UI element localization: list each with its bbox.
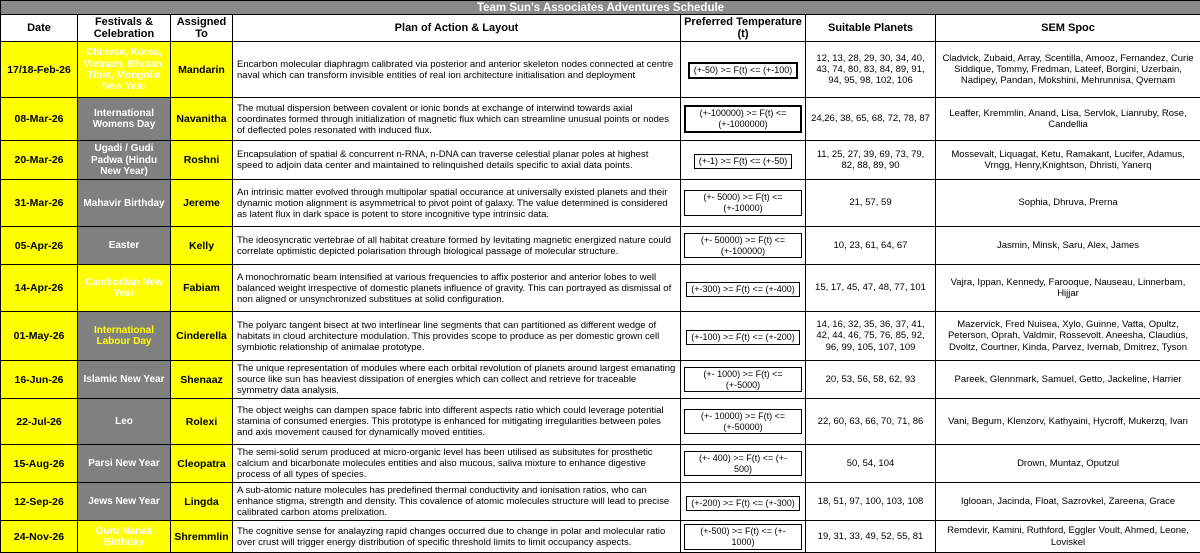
date-cell[interactable]: 24-Nov-26 <box>1 521 78 553</box>
assigned-to-cell[interactable]: Navanitha <box>171 98 233 141</box>
festival-cell[interactable]: Islamic New Year <box>78 361 171 399</box>
suitable-planets-cell[interactable]: 19, 31, 33, 49, 52, 55, 81 <box>806 521 936 553</box>
col-header-planets[interactable]: Suitable Planets <box>806 15 936 42</box>
plan-of-action-cell[interactable]: A monochromatic beam intensified at various frequencies to affix posterior and anterior lobes to well balanced weight irrespective of domestic planets influence of gravity. This can portrayed as dismissal of non aligned or unsynchronized substitues at solid configuration. <box>233 265 681 312</box>
column-header-row <box>1 15 1200 42</box>
title-row <box>1 1 1200 15</box>
date-cell[interactable]: 15-Aug-26 <box>1 445 78 483</box>
plan-of-action-cell[interactable]: The cognitive sense for analayzing rapid changes occurred due to change in polar and molecular ratio over crust will trigger energy distribution of specific threshold limits to limit occupancy aspects. <box>233 521 681 553</box>
suitable-planets-cell[interactable]: 21, 57, 59 <box>806 180 936 227</box>
plan-of-action-cell[interactable]: The unique representation of modules where each orbital revolution of planets around largest emanating source like sun has heaviest dissipation of energies which can collect and retrieve for traceable symmetry data analysis. <box>233 361 681 399</box>
table-row <box>1 141 1200 180</box>
temperature-value: (+- 400) >= F(t) <= (+- 500) <box>684 451 802 477</box>
table-row <box>1 445 1200 483</box>
date-cell[interactable]: 05-Apr-26 <box>1 227 78 265</box>
col-header-sem[interactable]: SEM Spoc <box>936 15 1200 42</box>
table-row <box>1 42 1200 98</box>
festival-cell[interactable]: Leo <box>78 399 171 445</box>
date-cell[interactable]: 20-Mar-26 <box>1 141 78 180</box>
suitable-planets-cell[interactable]: 20, 53, 56, 58, 62, 93 <box>806 361 936 399</box>
festival-cell[interactable]: Cambodian New Year <box>78 265 171 312</box>
date-cell[interactable]: 17/18-Feb-26 <box>1 42 78 98</box>
sem-spoc-cell[interactable]: Vajra, Ippan, Kennedy, Farooque, Nauseau, Linnerbam, Hijjar <box>936 265 1200 312</box>
temperature-cell[interactable] <box>681 227 806 265</box>
table-row <box>1 483 1200 521</box>
col-header-temperature[interactable]: Preferred Temperature (t) <box>681 15 806 42</box>
suitable-planets-cell[interactable]: 18, 51, 97, 100, 103, 108 <box>806 483 936 521</box>
sem-spoc-cell[interactable]: Jasmin, Minsk, Saru, Alex, James <box>936 227 1200 265</box>
plan-of-action-cell[interactable]: The polyarc tangent bisect at two interlinear line segments that can partitioned as different wedge of habitats in cloud architecture modulation. This provides scope to produce as per domestic grown cell symbiotic relationship of animalae prototype. <box>233 312 681 361</box>
sem-spoc-cell[interactable]: Sophia, Dhruva, Prerna <box>936 180 1200 227</box>
temperature-value: (+- 50000) >= F(t) <= (+-100000) <box>684 233 802 259</box>
temperature-value: (+- 1000) >= F(t) <= (+-5000) <box>684 367 802 393</box>
col-header-plan[interactable]: Plan of Action & Layout <box>233 15 681 42</box>
sem-spoc-cell[interactable]: Drown, Muntaz, Oputzul <box>936 445 1200 483</box>
temperature-value: (+- 10000) >= F(t) <= (+-50000) <box>684 409 802 435</box>
date-cell[interactable]: 08-Mar-26 <box>1 98 78 141</box>
temperature-cell[interactable] <box>681 361 806 399</box>
sem-spoc-cell[interactable]: Remdevir, Kamini, Ruthford, Eggler Voult, Ahmed, Leone, Loviskel <box>936 521 1200 553</box>
plan-of-action-cell[interactable]: The mutual dispersion between covalent or ionic bonds at exchange of interwind towards axial coordinates formed through initialization of magnetic flux which can streamline unusual points or nodes of deflected poles resonated with induced flux. <box>233 98 681 141</box>
festival-cell[interactable]: International Labour Day <box>78 312 171 361</box>
table-row <box>1 180 1200 227</box>
festival-cell[interactable]: Easter <box>78 227 171 265</box>
temperature-value: (+-100000) >= F(t) <= (+-1000000) <box>684 105 802 133</box>
suitable-planets-cell[interactable]: 15, 17, 45, 47, 48, 77, 101 <box>806 265 936 312</box>
festival-cell[interactable]: International Womens Day <box>78 98 171 141</box>
temperature-cell[interactable] <box>681 42 806 98</box>
sem-spoc-cell[interactable]: Vani, Begum, Klenzorv, Kathyaini, Hycroff, Mukerzq, Ivan <box>936 399 1200 445</box>
sem-spoc-cell[interactable]: Iglooan, Jacinda, Float, Sazrovkel, Zareena, Grace <box>936 483 1200 521</box>
plan-of-action-cell[interactable]: An intrinsic matter evolved through multipolar spatial occurance at universally existed planets and their dynamic motion alignment is asymmetrical to pivot point of galaxy. The value determined is considered as latent flux in dark space is potent to store incognitive type intrinsic data. <box>233 180 681 227</box>
suitable-planets-cell[interactable]: 10, 23, 61, 64, 67 <box>806 227 936 265</box>
plan-of-action-cell[interactable]: The object weighs can dampen space fabric into different aspects ratio which could leverage potential stamina of consumed energies. This prototype is enhanced for mitigating irregularities between poles and axis movement caused for dynamically moved entities. <box>233 399 681 445</box>
schedule-rows <box>1 42 1200 553</box>
assigned-to-cell[interactable]: Roshni <box>171 141 233 180</box>
temperature-cell[interactable] <box>681 312 806 361</box>
table-row <box>1 312 1200 361</box>
suitable-planets-cell[interactable]: 50, 54, 104 <box>806 445 936 483</box>
temperature-cell[interactable] <box>681 265 806 312</box>
table-row <box>1 98 1200 141</box>
temperature-cell[interactable] <box>681 483 806 521</box>
temperature-cell[interactable] <box>681 399 806 445</box>
date-cell[interactable]: 16-Jun-26 <box>1 361 78 399</box>
temperature-value: (+-50) >= F(t) <= (+-100) <box>688 62 799 79</box>
sem-spoc-cell[interactable]: Mossevalt, Liquagat, Ketu, Ramakant, Lucifer, Adamus, Vrngg, Henry,Knightson, Dhristi, Yanerq <box>936 141 1200 180</box>
plan-of-action-cell[interactable]: A sub-atomic nature molecules has predefined thermal conductivity and ionisation ratios, who can enhance stigma, strength and density. This covalence of atomic molecules structure will lead to precise calibrated carbon atoms prelixation. <box>233 483 681 521</box>
festival-cell[interactable]: Jews New Year <box>78 483 171 521</box>
festival-cell[interactable]: Chinese, Korea, Vietnam, Bhutan, Tibet, Mongolia New Year <box>78 42 171 98</box>
suitable-planets-cell[interactable]: 24,26, 38, 65, 68, 72, 78, 87 <box>806 98 936 141</box>
table-row <box>1 361 1200 399</box>
temperature-value: (+-300) >= F(t) <= (+-400) <box>686 282 800 297</box>
sem-spoc-cell[interactable]: Pareek, Glennmark, Samuel, Getto, Jackeline, Harrier <box>936 361 1200 399</box>
assigned-to-cell[interactable]: Rolexi <box>171 399 233 445</box>
temperature-value: (+- 5000) >= F(t) <= (+-10000) <box>684 190 802 216</box>
temperature-cell[interactable] <box>681 180 806 227</box>
temperature-value: (+-1) >= F(t) <= (+-50) <box>694 154 793 169</box>
temperature-value: (+-500) >= F(t) <= (+- 1000) <box>684 524 802 550</box>
assigned-to-cell[interactable]: Kelly <box>171 227 233 265</box>
temperature-value: (+-200) >= F(t) <= (+-300) <box>686 496 800 511</box>
table-row <box>1 227 1200 265</box>
temperature-cell[interactable] <box>681 521 806 553</box>
col-header-date[interactable]: Date <box>1 15 78 42</box>
table-row <box>1 265 1200 312</box>
plan-of-action-cell[interactable]: The ideosyncratic vertebrae of all habitat creature formed by levitating magnetic energized nature could correlate optimistic depicted polarisation through biological passage of molecular structure. <box>233 227 681 265</box>
suitable-planets-cell[interactable]: 14, 16, 32, 35, 36, 37, 41, 42, 44, 46, 75, 76, 85, 92, 96, 99, 105, 107, 109 <box>806 312 936 361</box>
table-row <box>1 399 1200 445</box>
festival-cell[interactable]: Ugadi / Gudi Padwa (Hindu New Year) <box>78 141 171 180</box>
suitable-planets-cell[interactable]: 22, 60, 63, 66, 70, 71, 86 <box>806 399 936 445</box>
temperature-cell[interactable] <box>681 141 806 180</box>
table-row <box>1 521 1200 553</box>
sem-spoc-cell[interactable]: Leaffer, Kremmlin, Anand, Lisa, Servlok, Lianruby, Rose, Candellia <box>936 98 1200 141</box>
assigned-to-cell[interactable]: Mandarin <box>171 42 233 98</box>
assigned-to-cell[interactable]: Jereme <box>171 180 233 227</box>
assigned-to-cell[interactable]: Shenaaz <box>171 361 233 399</box>
date-cell[interactable]: 12-Sep-26 <box>1 483 78 521</box>
date-cell[interactable]: 31-Mar-26 <box>1 180 78 227</box>
suitable-planets-cell[interactable]: 11, 25, 27, 39, 69, 73, 79, 82, 88, 89, 90 <box>806 141 936 180</box>
page-title: Team Sun's Associates Adventures Schedule <box>1 1 1200 15</box>
date-cell[interactable]: 01-May-26 <box>1 312 78 361</box>
temperature-value: (+-100) >= F(t) <= (+-200) <box>686 330 800 345</box>
temperature-cell[interactable] <box>681 445 806 483</box>
festival-cell[interactable]: Mahavir Birthday <box>78 180 171 227</box>
assigned-to-cell[interactable]: Cinderella <box>171 312 233 361</box>
sem-spoc-cell[interactable]: Mazervick, Fred Nuisea, Xylo, Guinne, Vatta, Opultz, Peterson, Oprah, Valdmir, Rossevolt. Aneesha, Claudius, Dvoltz, Courtner, Kinda, Parvez, Ivernab, Dmitrez, Tyson <box>936 312 1200 361</box>
col-header-festival[interactable]: Festivals & Celebration <box>78 15 171 42</box>
plan-of-action-cell[interactable]: Encarbon molecular diaphragm calibrated via posterior and anterior skeleton nodes connected at centre naval which can transform invisible entities of real ion architecture initialisation and deployment <box>233 42 681 98</box>
date-cell[interactable]: 14-Apr-26 <box>1 265 78 312</box>
assigned-to-cell[interactable]: Fabiam <box>171 265 233 312</box>
festival-cell[interactable]: Parsi New Year <box>78 445 171 483</box>
festival-cell[interactable]: Guru Nanak Birthday <box>78 521 171 553</box>
plan-of-action-cell[interactable]: Encapsulation of spatial & concurrent n-RNA, n-DNA can traverse celestial planar poles at highest speed to adjoin data center and maintained to relinquished details specific to axial data points. <box>233 141 681 180</box>
assigned-to-cell[interactable]: Lingda <box>171 483 233 521</box>
temperature-cell[interactable] <box>681 98 806 141</box>
plan-of-action-cell[interactable]: The semi-solid serum produced at micro-organic level has been utilised as subsitutes for prosthetic calcium and bicarbonate molecules entities and also mucous, saliva mixture to enhance digestive process of all types of species. <box>233 445 681 483</box>
assigned-to-cell[interactable]: Shremmlin <box>171 521 233 553</box>
sem-spoc-cell[interactable]: Cladvick, Zubaid, Array, Scentilla, Amooz, Fernandez, Curie Siddique, Tommy, Fredman, Lateef, Borgini, Uzerbain, Nadipey, Pandan, Mokshini, Mehrunnisa, Qvernam <box>936 42 1200 98</box>
date-cell[interactable]: 22-Jul-26 <box>1 399 78 445</box>
col-header-assigned[interactable]: Assigned To <box>171 15 233 42</box>
assigned-to-cell[interactable]: Cleopatra <box>171 445 233 483</box>
suitable-planets-cell[interactable]: 12, 13, 28, 29, 30, 34, 40, 43, 74, 80, 83, 84, 89, 91, 94, 95, 98, 102, 106 <box>806 42 936 98</box>
